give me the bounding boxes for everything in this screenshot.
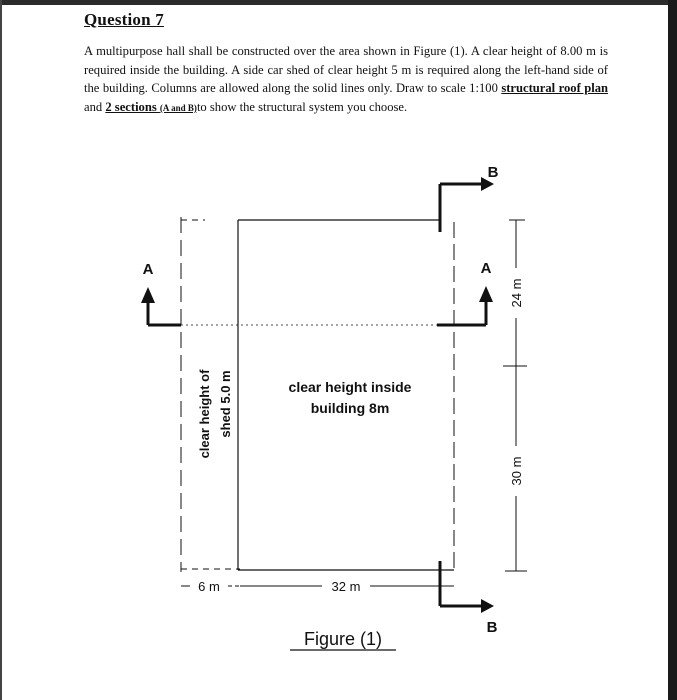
section-a-right-label: A bbox=[480, 260, 492, 277]
section-b-top-label: B bbox=[487, 164, 499, 181]
dim-shed-width-text: 6 m bbox=[198, 579, 220, 594]
shed-label-line2: shed 5.0 m bbox=[218, 370, 233, 438]
sections-names: (A and B) bbox=[159, 102, 197, 113]
roof-plan-term: structural roof plan bbox=[501, 81, 608, 96]
building-label-line2: building 8m bbox=[310, 400, 390, 416]
dim-24m-text: 24 m bbox=[509, 278, 524, 308]
figure-caption: Figure (1) bbox=[303, 629, 383, 649]
section-a-left-label: A bbox=[142, 261, 154, 278]
question-text-and: and bbox=[84, 99, 106, 114]
dim-30m-text: 30 m bbox=[509, 456, 524, 486]
section-a-right-arrow-icon bbox=[479, 286, 493, 302]
question-text-part1: A multipurpose hall shall be constructed over the area shown in Figure (1). A clear height of 8.00 m is required inside the building. A side car shed of clear height 5 m is required along the left-hand side of the building. Columns are allowed along the solid lines only. Draw to scale 1:100 bbox=[84, 44, 608, 96]
section-b-bottom-label: B bbox=[486, 619, 498, 636]
section-a-left-arrow-icon bbox=[141, 287, 155, 303]
section-b-bottom-arrow-icon bbox=[481, 599, 494, 613]
dim-building-width-text: 32 m bbox=[331, 579, 361, 594]
sections-count: 2 sections bbox=[105, 99, 160, 114]
question-text-part2: to show the structural system you choose. bbox=[196, 99, 408, 114]
question-title: Question 7 bbox=[84, 10, 164, 29]
building-label-line1: clear height inside bbox=[288, 379, 412, 395]
shed-label-line1: clear height of bbox=[197, 369, 212, 459]
